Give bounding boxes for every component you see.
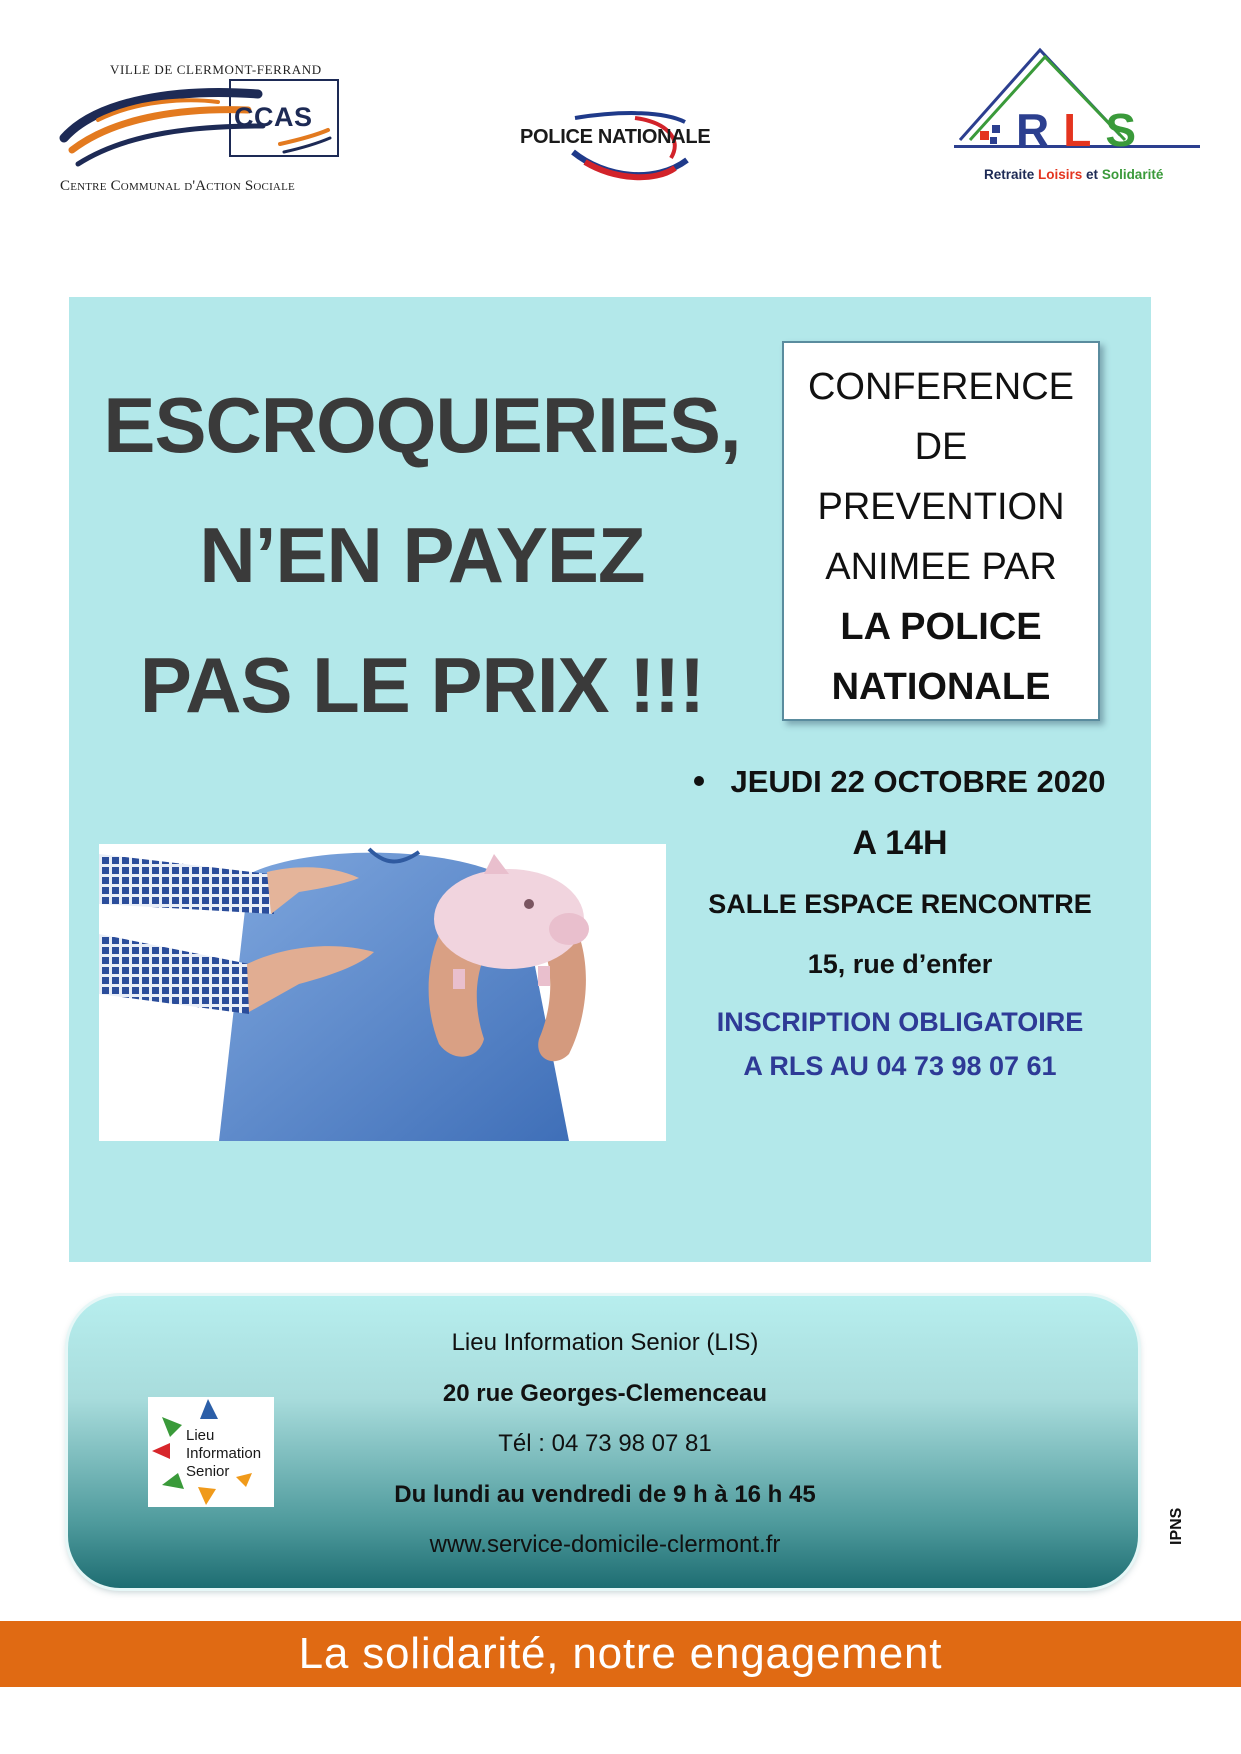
event-time: A 14H	[852, 824, 948, 862]
conference-line-1: CONFERENCE	[807, 366, 1075, 408]
headline-line-1: ESCROQUERIES,	[103, 381, 741, 469]
headline-line-3: PAS LE PRIX !!!	[139, 641, 705, 729]
conference-bold-line-2: NATIONALE	[831, 666, 1051, 708]
ccas-city-name: VILLE DE CLERMONT-FERRAND	[110, 62, 322, 77]
ccas-full-name: Centre Communal d'Action Sociale	[60, 178, 295, 194]
rls-logo	[950, 45, 1210, 190]
conference-box	[782, 341, 1100, 721]
headline	[72, 360, 772, 750]
conference-line-3: PREVENTION	[817, 486, 1065, 528]
police-tricolor-graphic	[515, 108, 775, 193]
ccas-logo	[58, 60, 358, 205]
lis-logo-line-2: Information	[186, 1445, 262, 1462]
conference-line-4: ANIMEE PAR	[825, 546, 1057, 588]
rls-letters	[1016, 103, 1150, 157]
lis-contact-info	[300, 1318, 910, 1571]
lis-website[interactable]: www.service-domicile-clermont.fr	[429, 1531, 781, 1558]
lis-logo-line-3: Senior	[186, 1463, 230, 1480]
lis-phone: Tél : 04 73 98 07 81	[498, 1430, 712, 1457]
lis-name: Lieu Information Senior (LIS)	[451, 1329, 759, 1356]
conference-bold-line-1: LA POLICE	[840, 606, 1042, 648]
rls-letter-l: L	[1063, 104, 1106, 156]
conference-line-2: DE	[914, 426, 968, 468]
footer-slogan: La solidarité, notre engagement	[298, 1629, 943, 1678]
rls-letter-s: S	[1105, 104, 1151, 156]
rls-tagline-et: et	[1082, 167, 1102, 182]
piggy-bank-photo	[99, 844, 666, 1141]
lis-logo	[148, 1397, 274, 1507]
rls-tagline	[984, 167, 1163, 182]
bullet-icon	[694, 776, 704, 786]
event-registration-line-1: INSCRIPTION OBLIGATOIRE	[716, 1007, 1084, 1037]
rls-letter-r: R	[1016, 104, 1064, 156]
event-venue: SALLE ESPACE RENCONTRE	[708, 889, 1092, 919]
rls-tagline-loisirs: Loisirs	[1038, 167, 1083, 182]
piggy-bank-illustration	[99, 844, 666, 1141]
headline-line-2: N’EN PAYEZ	[199, 511, 645, 599]
ccas-acronym: CCAS	[234, 102, 313, 132]
lis-logo-line-1: Lieu	[186, 1427, 215, 1444]
rls-tagline-solidarite: Solidarité	[1101, 167, 1164, 182]
lis-logo-text	[186, 1427, 261, 1481]
lis-hours: Du lundi au vendredi de 9 h à 16 h 45	[394, 1480, 816, 1508]
ipns-label: IPNS	[1168, 1507, 1185, 1545]
event-date: JEUDI 22 OCTOBRE 2020	[730, 764, 1106, 799]
event-address: 15, rue d’enfer	[807, 949, 993, 979]
event-details	[660, 752, 1140, 1088]
rls-tagline-retraite: Retraite	[984, 167, 1039, 182]
lis-address: 20 rue Georges-Clemenceau	[442, 1379, 768, 1407]
police-nationale-text: POLICE NATIONALE	[520, 126, 711, 148]
police-nationale-logo	[515, 108, 775, 193]
event-registration-line-2: A RLS AU 04 73 98 07 61	[743, 1051, 1057, 1081]
event-date-row	[660, 752, 1140, 812]
